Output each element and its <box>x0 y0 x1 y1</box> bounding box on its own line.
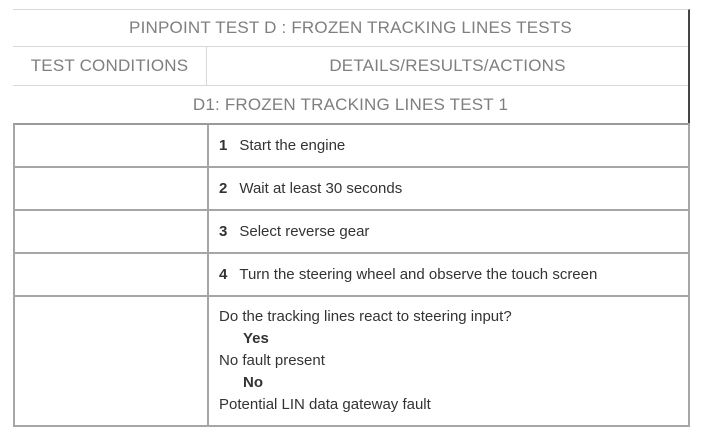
test-condition-cell <box>15 297 209 425</box>
page-title: PINPOINT TEST D : FROZEN TRACKING LINES TESTS <box>13 10 688 47</box>
test-condition-cell <box>15 168 209 209</box>
no-label: No <box>243 374 263 391</box>
step-number: 4 <box>219 266 228 283</box>
step-text: Start the engine <box>239 137 346 154</box>
subtest-title: D1: FROZEN TRACKING LINES TEST 1 <box>192 94 509 114</box>
yes-label: Yes <box>243 330 269 347</box>
action-cell <box>209 168 688 209</box>
no-action: Potential LIN data gateway fault <box>219 396 431 413</box>
step-text: Select reverse gear <box>239 223 370 240</box>
test-condition-cell <box>15 211 209 252</box>
step-number: 3 <box>219 223 228 240</box>
action-cell <box>209 211 688 252</box>
result-row <box>15 297 688 425</box>
action-cell <box>209 125 688 166</box>
column-headers <box>13 47 688 86</box>
table-row <box>15 125 688 168</box>
pinpoint-test-header <box>13 9 690 123</box>
column-header-test-conditions: TEST CONDITIONS <box>13 47 207 85</box>
steps-table <box>13 123 690 427</box>
step-text: Turn the steering wheel and observe the touch screen <box>239 266 598 283</box>
table-row <box>15 254 688 297</box>
result-cell <box>209 297 688 425</box>
yes-action: No fault present <box>219 352 325 369</box>
step-number: 1 <box>219 137 228 154</box>
table-row <box>15 168 688 211</box>
action-cell <box>209 254 688 295</box>
result-question: Do the tracking lines react to steering input? <box>219 308 512 325</box>
column-header-details: DETAILS/RESULTS/ACTIONS <box>329 56 566 75</box>
test-condition-cell <box>15 125 209 166</box>
test-condition-cell <box>15 254 209 295</box>
step-text: Wait at least 30 seconds <box>239 180 403 197</box>
table-row <box>15 211 688 254</box>
step-number: 2 <box>219 180 228 197</box>
